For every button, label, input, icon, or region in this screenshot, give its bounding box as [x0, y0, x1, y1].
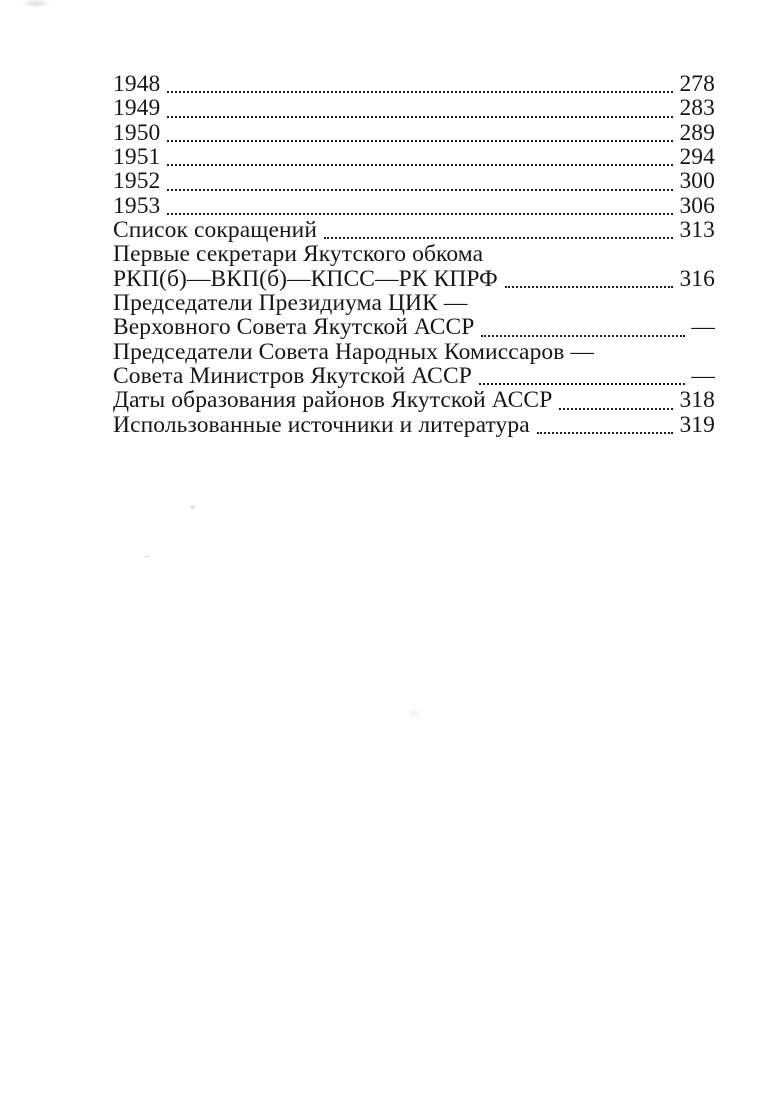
toc-entry-line	[113, 218, 715, 242]
toc-page-number: 283	[679, 95, 715, 122]
toc-entry-line	[113, 315, 715, 339]
toc-entry-label: Председатели Совета Народных Комиссаров —	[113, 338, 595, 365]
toc-page-number: 313	[679, 217, 715, 244]
toc-entry-line	[113, 96, 715, 120]
toc-entry-line	[113, 267, 715, 291]
toc-entry-line	[113, 242, 715, 266]
toc-entry-label: 1951	[113, 144, 161, 171]
dot-leader	[167, 194, 673, 215]
toc-page-number: 306	[679, 192, 715, 219]
toc-page-number: —	[691, 314, 715, 341]
toc-entry-line	[113, 291, 715, 315]
dot-leader	[481, 315, 685, 336]
toc-entry-label: 1952	[113, 168, 161, 195]
toc-page-number: 316	[679, 265, 715, 292]
toc-entry-line	[113, 72, 715, 96]
toc-entry-label: Первые секретари Якутского обкома	[113, 241, 484, 268]
toc-entry-label: 1949	[113, 95, 161, 122]
toc-entry-label: Использованные источники и литература	[113, 411, 530, 438]
toc-entry-line	[113, 169, 715, 193]
scan-artifact-corner	[22, 0, 50, 7]
toc-entry-label: РКП(б)—ВКП(б)—КПСС—РК КПРФ	[113, 265, 498, 292]
dot-leader	[167, 72, 673, 93]
dot-leader	[167, 121, 673, 142]
toc-page-number: 318	[679, 387, 715, 414]
toc-entry-line	[113, 388, 715, 412]
toc-page-number: 289	[679, 119, 715, 146]
dot-leader	[505, 267, 674, 288]
dot-leader	[324, 218, 673, 239]
toc-entry-line	[113, 145, 715, 169]
toc-entry-label: 1948	[113, 71, 161, 97]
toc-page-number: —	[691, 363, 715, 390]
toc-entry-line	[113, 413, 715, 437]
toc-entry-line	[113, 340, 715, 364]
toc-entry-line	[113, 194, 715, 218]
dot-leader	[479, 364, 685, 385]
toc-entry-line	[113, 121, 715, 145]
dot-leader	[167, 169, 673, 190]
dot-leader	[559, 388, 673, 409]
toc-entry-label: Список сокращений	[113, 217, 318, 244]
scan-artifact-speck	[190, 505, 195, 509]
toc-entry-label: Совета Министров Якутской АССР	[113, 363, 472, 390]
toc-page-number: 278	[679, 71, 715, 97]
toc-entry-label: 1950	[113, 119, 161, 146]
toc-entry-label: Председатели Президиума ЦИК —	[113, 290, 468, 317]
dot-leader	[537, 413, 674, 434]
toc-page-number: 294	[679, 144, 715, 171]
toc-entry-label: Верховного Совета Якутской АССР	[113, 314, 475, 341]
scan-artifact-speck	[144, 555, 150, 558]
scan-artifact-speck	[406, 708, 422, 720]
dot-leader	[167, 96, 673, 117]
toc-page-number: 319	[679, 411, 715, 438]
toc-entry-line	[113, 364, 715, 388]
dot-leader	[167, 145, 673, 166]
toc-entry-label: 1953	[113, 192, 161, 219]
toc-page-number: 300	[679, 168, 715, 195]
toc-list	[113, 72, 715, 437]
toc-entry-label: Даты образования районов Якутской АССР	[113, 387, 553, 414]
